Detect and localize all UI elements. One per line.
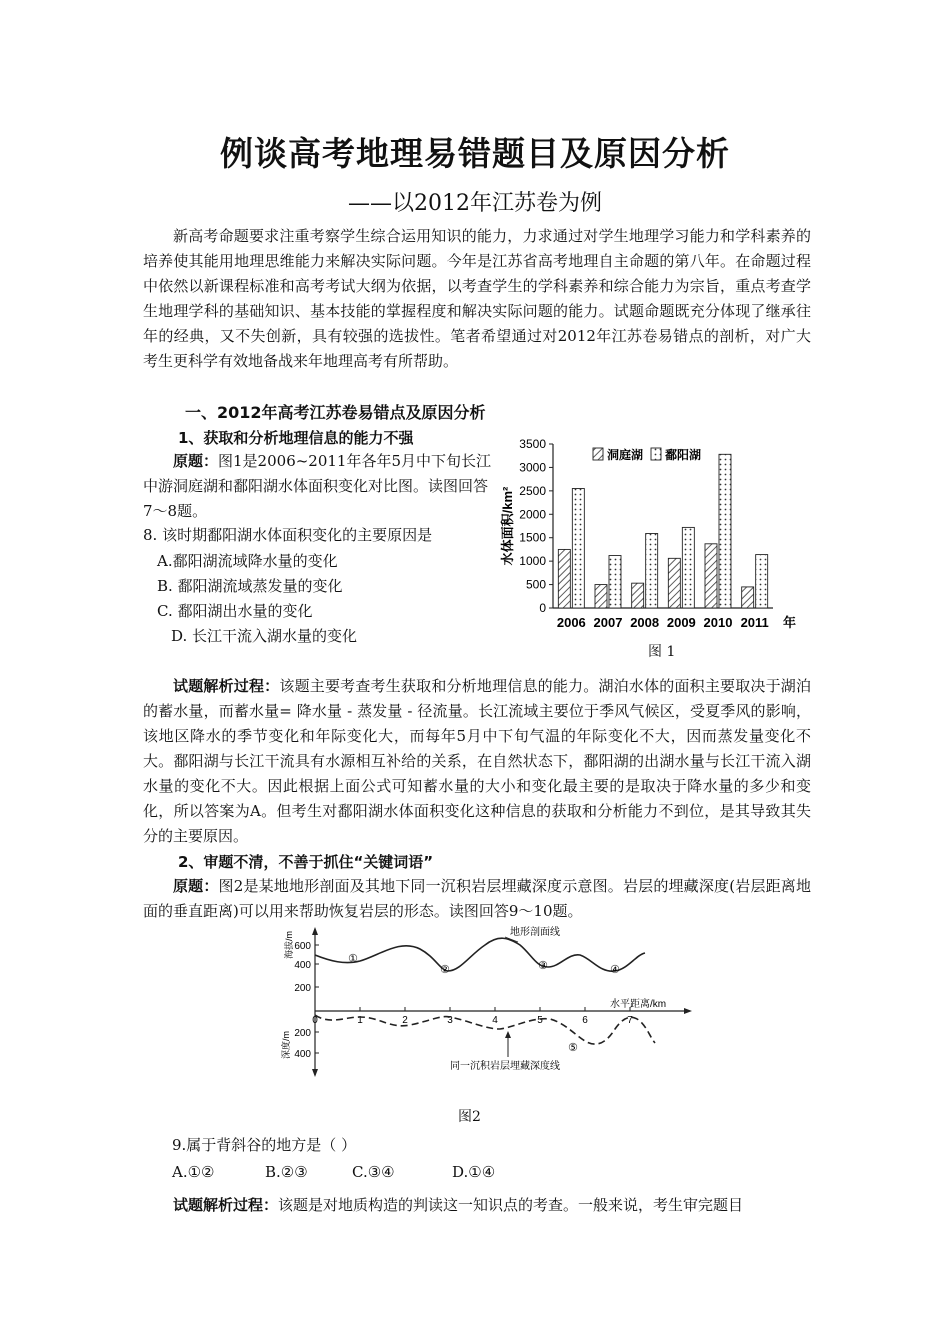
x-tick-label: 2009 <box>666 615 696 630</box>
y-tick-label: 3500 <box>519 437 546 451</box>
question-2-text <box>143 874 811 924</box>
question-9-option-b: B.②③ <box>265 1163 308 1181</box>
legend-swatch <box>651 448 661 460</box>
x-tick-label: 2 <box>402 1015 408 1026</box>
subsection-1-heading: 1、获取和分析地理信息的能力不强 <box>178 429 414 447</box>
x-tick-label: 2007 <box>593 615 623 630</box>
bar-dongting-2010 <box>705 544 717 608</box>
question-1-text <box>143 449 493 524</box>
figure-1-caption: 图 1 <box>648 644 676 660</box>
question-2-lead: 原题： <box>173 877 219 895</box>
page-title: 例谈高考地理易错题目及原因分析 <box>220 134 730 173</box>
figure-1-bar-chart <box>498 432 808 642</box>
y-tick-label: 3000 <box>519 460 546 475</box>
y-top-tick-label: 200 <box>294 983 311 994</box>
x-tick-label: 6 <box>582 1015 588 1026</box>
figure-2-caption: 图2 <box>458 1109 481 1125</box>
x-tick-label: 1 <box>357 1015 363 1026</box>
marker-1: ① <box>348 953 358 965</box>
analysis-2 <box>143 1193 811 1218</box>
y-tick-label: 2500 <box>519 483 546 498</box>
bar-dongting-2008 <box>632 583 644 608</box>
question-8-option-b: B. 鄱阳湖流域蒸发量的变化 <box>157 577 343 595</box>
x-tick-label: 2010 <box>703 615 733 630</box>
figure-2-diagram <box>270 925 700 1080</box>
intro-paragraph: 新高考命题要求注重考察学生综合运用知识的能力，力求通过对学生地理学习能力和学科素养的培养使其能用地理思维能力来解决实际问题。今年是江苏省高考地理自主命题的第八年。在命题过程中依然以新课程标准和高考考试大纲为依据，以考查学生的学科素养和综合能力为宗旨，重点考查学生地理学科的基础知识、基本技能的掌握程度和解决实际问题的能力。试题命题既充分体现了继承往年的经典，又不失创新，具有较强的选拔性。笔者希望通过对2012年江苏卷易错点的剖析，对广大考生更科学有效地备战来年地理高考有所帮助。 <box>143 227 811 370</box>
bar-poyang-2010 <box>719 454 731 608</box>
terrain-line-label: 地形剖面线 <box>510 927 560 938</box>
y-axis-label: 水体面积/km² <box>500 486 515 566</box>
question-9-option-c: C.③④ <box>352 1163 395 1181</box>
question-8-stem: 8. 该时期鄱阳湖水体面积变化的主要原因是 <box>143 526 433 544</box>
y-top-tick-label: 400 <box>294 960 311 971</box>
question-8-option-a: A.鄱阳湖流域降水量的变化 <box>157 552 338 570</box>
bar-poyang-2006 <box>572 489 584 608</box>
bar-dongting-2011 <box>742 587 754 608</box>
x-tick-label: 7 <box>627 1015 633 1026</box>
x-tick-label: 3 <box>447 1015 453 1026</box>
y-tick-label: 2000 <box>519 507 546 522</box>
x-tick-label: 0 <box>312 1015 318 1026</box>
analysis-1-body: 该题主要考查考生获取和分析地理信息的能力。湖泊水体的面积主要取决于湖泊的蓄水量，而蓄水量= 降水量 - 蒸发量 - 径流量。长江流域主要位于季风气候区，受夏季风的影响，该地区降水的季节变化和年际变化大，而每年5月中下旬气温的年际变化不大，因而蒸发量变化不大。鄱阳湖与长江干流具有水源相互补给的关系，在自然状态下，鄱阳湖的出湖水量与长江干流入湖水量的变化不大。因此根据上面公式可知蓄水量的大小和变化最主要的是取决于降水量的多少和变化，所以答案为A。但考生对鄱阳湖水体面积变化这种信息的获取和分析能力不到位，是其导致其失分的主要原因。 <box>143 677 811 845</box>
analysis-1-lead: 试题解析过程： <box>173 677 280 695</box>
legend-label: 鄱阳湖 <box>665 448 702 462</box>
bar-dongting-2009 <box>668 558 680 608</box>
legend-label: 洞庭湖 <box>607 448 644 462</box>
question-2-body: 图2是某地地形剖面及其地下同一沉积岩层埋藏深度示意图。岩层的埋藏深度(岩层距离地面的垂直距离)可以用来帮助恢复岩层的形态。读图回答9～10题。 <box>143 877 811 920</box>
x-axis-unit-label: 年 <box>783 615 797 630</box>
bar-dongting-2007 <box>595 585 607 608</box>
bar-poyang-2007 <box>609 556 621 608</box>
depth-line-label: 同一沉积岩层埋藏深度线 <box>450 1061 560 1072</box>
x-axis-label: 水平距离/km <box>610 999 667 1010</box>
y-tick-label: 1000 <box>519 554 546 569</box>
marker-3: ③ <box>538 960 548 972</box>
bar-poyang-2008 <box>646 533 658 608</box>
question-1-lead: 原题： <box>173 452 219 470</box>
y-top-axis-label: 海拔/m <box>284 931 294 959</box>
bar-dongting-2006 <box>558 549 570 608</box>
legend-swatch <box>593 448 603 460</box>
analysis-1 <box>143 674 811 849</box>
marker-4: ④ <box>610 964 620 976</box>
analysis-2-lead: 试题解析过程： <box>173 1196 279 1214</box>
analysis-2-body: 该题是对地质构造的判读这一知识点的考查。一般来说，考生审完题目 <box>278 1196 744 1214</box>
y-bottom-tick-label: 400 <box>294 1049 311 1060</box>
y-tick-label: 1500 <box>519 530 546 545</box>
x-tick-label: 2006 <box>556 615 586 630</box>
page-subtitle: ——以2012年江苏卷为例 <box>348 191 602 216</box>
question-9-option-a: A.①② <box>172 1163 215 1181</box>
question-8-option-c: C. 鄱阳湖出水量的变化 <box>157 602 313 620</box>
rock-layer-depth-line <box>315 1015 655 1044</box>
question-8-option-d: D. 长江干流入湖水量的变化 <box>171 627 358 645</box>
section-heading: 一、2012年高考江苏卷易错点及原因分析 <box>185 403 486 422</box>
x-tick-label: 4 <box>492 1015 498 1026</box>
x-tick-label: 2008 <box>630 615 660 630</box>
question-9-stem: 9.属于背斜谷的地方是（ ） <box>172 1136 357 1154</box>
y-top-tick-label: 600 <box>294 941 311 952</box>
marker-2: ② <box>440 964 450 976</box>
marker-5: ⑤ <box>568 1042 578 1054</box>
question-1-body: 图1是2006~2011年各年5月中下旬长江中游洞庭湖和鄱阳湖水体面积变化对比图。读图回答7～8题。 <box>143 452 492 520</box>
y-tick-label: 500 <box>525 577 546 592</box>
x-tick-label: 5 <box>537 1015 543 1026</box>
x-tick-label: 2011 <box>740 615 769 630</box>
question-9-option-d: D.①④ <box>452 1163 496 1181</box>
subsection-2-heading: 2、审题不清，不善于抓住“关键词语” <box>178 853 434 871</box>
y-bottom-axis-label: 深度/m <box>281 1031 291 1059</box>
y-bottom-tick-label: 200 <box>294 1028 311 1039</box>
bar-poyang-2009 <box>682 527 694 608</box>
y-tick-label: 0 <box>539 601 546 615</box>
terrain-profile-line <box>315 938 645 971</box>
bar-poyang-2011 <box>756 555 768 608</box>
